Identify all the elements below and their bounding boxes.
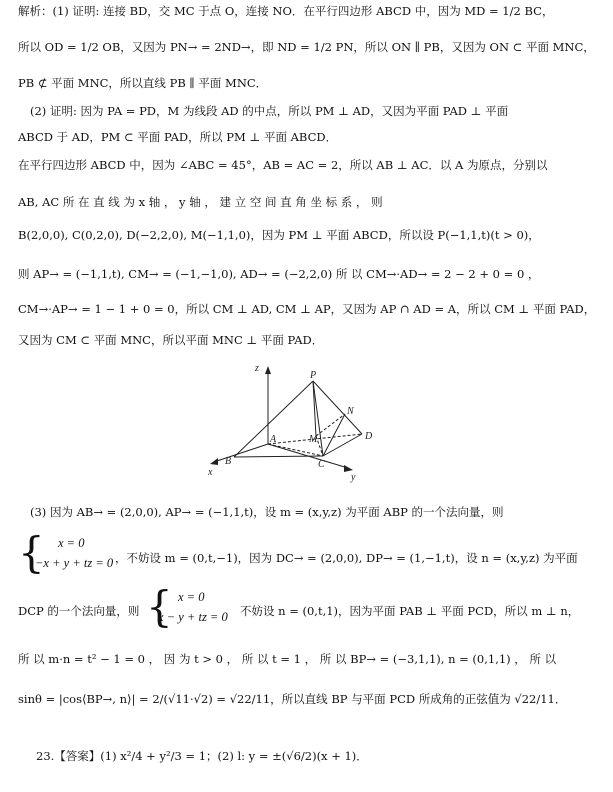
p2-line-6: 则 AP→ = (−1,1,t), CM→ = (−1,−1,0), AD→ = (−2,2,0) 所 以 CM→·AD→ = 2 − 2 + 0 = 0 ， bbox=[18, 267, 540, 281]
y-arrow bbox=[344, 465, 353, 472]
p2-line-3: 在平行四边形 ABCD 中，因为 ∠ABC = 45°，AB = AC = 2，所以 AB ⊥ AC．以 A 为原点，分别以 bbox=[18, 158, 548, 172]
p2-line-7: CM→·AP→ = 1 − 1 + 0 = 0，所以 CM ⊥ AD, CM ⊥ AP，又因为 AP ∩ AD = A，所以 CM ⊥ 平面 PAD， bbox=[18, 302, 596, 316]
label-B: B bbox=[225, 456, 232, 467]
x-axis bbox=[214, 444, 268, 462]
label-x: x bbox=[208, 467, 213, 478]
label-C: C bbox=[318, 459, 325, 470]
p1-line-2: 所以 OD = 1/2 OB，又因为 PN→ = 2ND→，即 ND = 1/2 PN，所以 ON ∥ PB，又因为 ON ⊂ 平面 MNC， bbox=[18, 40, 595, 54]
x-arrow bbox=[210, 458, 218, 465]
p2-line-4: AB, AC 所 在 直 线 为 x 轴 ， y 轴 ， 建 立 空 间 直 角 坐 标 系 ， 则 bbox=[18, 195, 383, 209]
y-axis bbox=[268, 444, 348, 468]
p2-line-5: B(2,0,0), C(0,2,0), D(−2,2,0), M(−1,1,0)，因为 PM ⊥ 平面 ABCD，所以设 P(−1,1,t)(t > 0)， bbox=[18, 228, 540, 242]
p3-line-3-tail: 不妨设 n = (0,t,1)，因为平面 PAB ⊥ 平面 PCD，所以 m ⊥ n， bbox=[240, 604, 580, 618]
p3-line-5: sinθ = |cos⟨BP→, n⟩| = 2/(√11·√2) = √22/11，所以直线 BP 与平面 PCD 所成角的正弦值为 √22/11． bbox=[18, 692, 567, 706]
p2-line-2: ABCD 于 AD，PM ⊂ 平面 PAD，所以 PM ⊥ 平面 ABCD． bbox=[18, 130, 338, 144]
p3-line-1: (3) 因为 AB→ = (2,0,0), AP→ = (−1,1,t)，设 m = (x,y,z) 为平面 ABP 的一个法向量，则 bbox=[30, 505, 504, 519]
system-2-eq-1: x = 0 bbox=[178, 590, 205, 604]
label-z: z bbox=[255, 363, 259, 374]
label-y: y bbox=[351, 472, 356, 483]
p3-line-3-head: DCP 的一个法向量，则 bbox=[18, 604, 140, 618]
system-1-eq-2: −x + y + tz = 0 bbox=[35, 556, 114, 570]
p1-line-1: 解析：(1) 证明: 连接 BD，交 MC 于点 O，连接 NO．在平行四边形 ABCD 中，因为 MD = 1/2 BC， bbox=[18, 4, 554, 18]
system-2-brace: { bbox=[146, 582, 173, 631]
p2-line-8: 又因为 CM ⊂ 平面 MNC，所以平面 MNC ⊥ 平面 PAD． bbox=[18, 333, 324, 347]
p3-line-4: 所 以 m·n = t² − 1 = 0 ， 因 为 t > 0 ， 所 以 t = 1 ， 所 以 BP→ = (−3,1,1), n = (0,1,1) ， 所 以 bbox=[18, 652, 557, 666]
p3-line-2: ，不妨设 m = (0,t,−1)，因为 DC→ = (2,0,0), DP→ = (1,−1,t)，设 n = (x,y,z) 为平面 bbox=[115, 551, 578, 565]
label-A: A bbox=[270, 434, 277, 445]
label-N: N bbox=[347, 406, 354, 417]
system-1-brace: { bbox=[18, 528, 45, 577]
answer-23: 23.【答案】(1) x²/4 + y²/3 = 1；(2) l: y = ±(√6/2)(x + 1)． bbox=[36, 749, 368, 763]
system-1-eq-1: x = 0 bbox=[58, 536, 85, 550]
label-P: P bbox=[310, 370, 317, 381]
system-2-eq-2: x − y + tz = 0 bbox=[158, 610, 228, 624]
label-D: D bbox=[365, 431, 373, 442]
z-arrow bbox=[265, 366, 271, 374]
label-M: M bbox=[309, 434, 318, 445]
p1-line-3: PB ⊄ 平面 MNC，所以直线 PB ∥ 平面 MNC． bbox=[18, 76, 268, 90]
p2-line-1: (2) 证明: 因为 PA = PD，M 为线段 AD 的中点，所以 PM ⊥ AD，又因为平面 PAD ⊥ 平面 bbox=[30, 104, 509, 118]
